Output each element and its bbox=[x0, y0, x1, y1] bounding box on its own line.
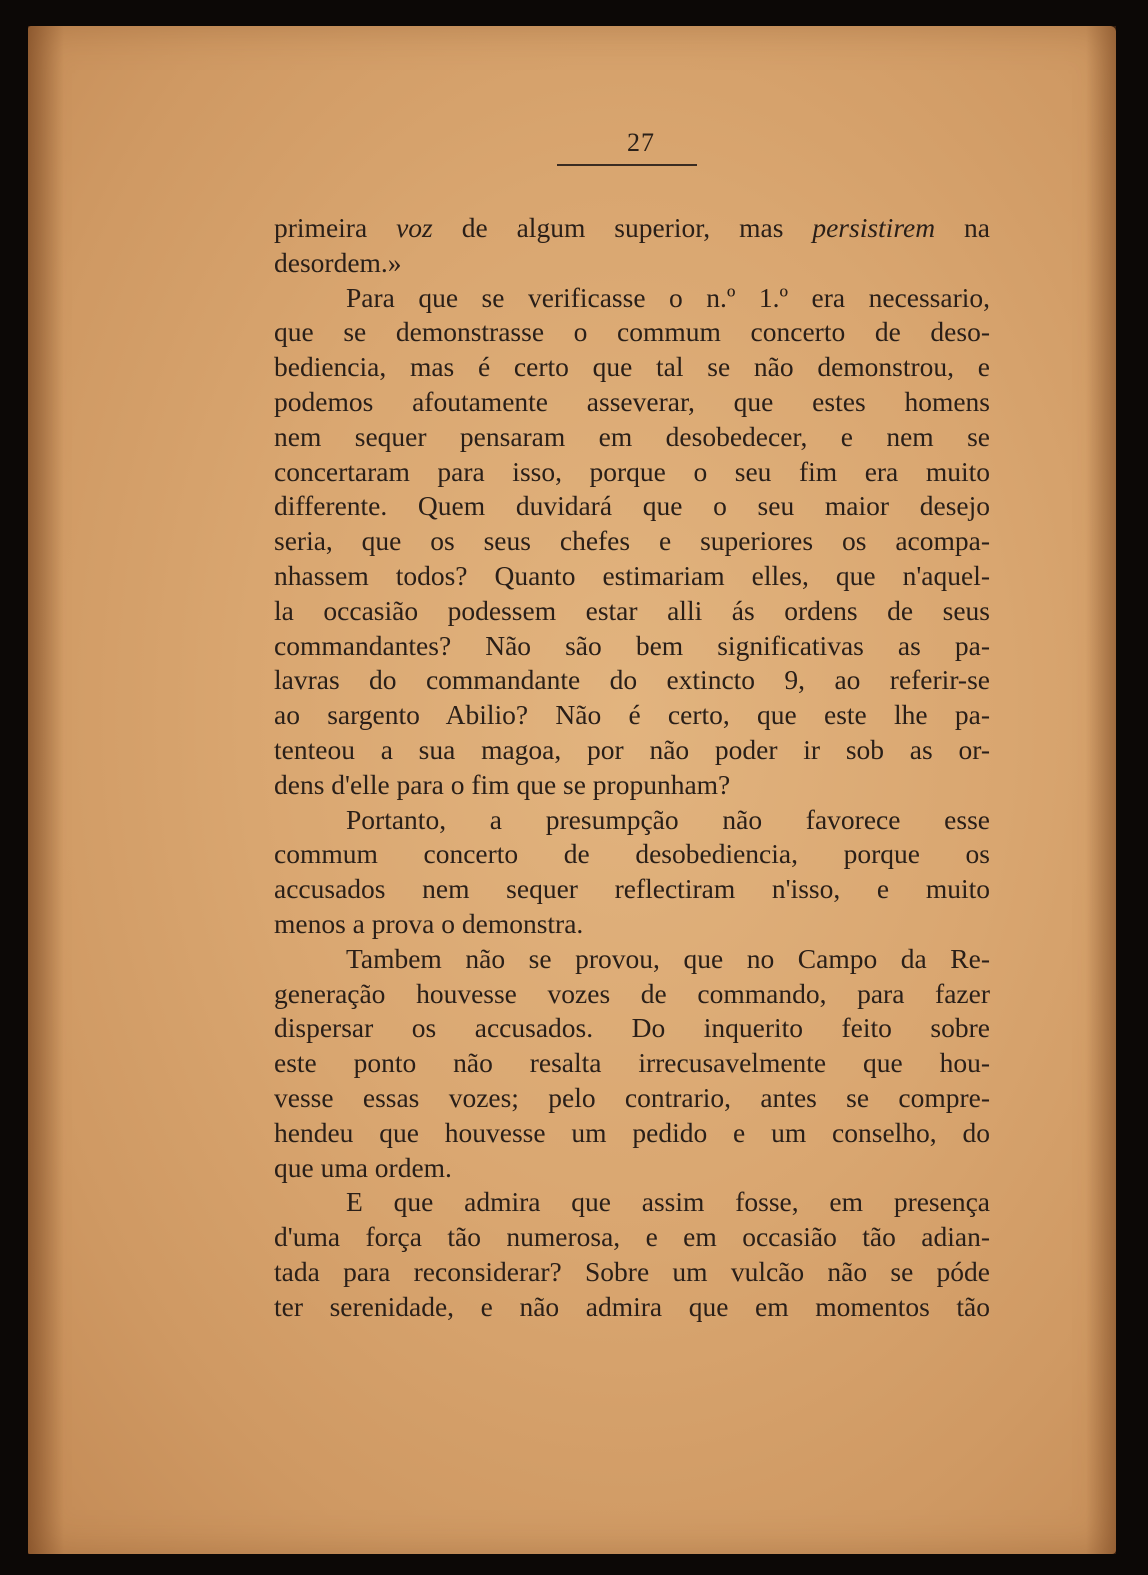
text-segment: Tambem não se provou, que no Campo da Re- bbox=[346, 942, 990, 974]
text-segment: nhassem todos? Quanto estimariam elles, que n'aquel- bbox=[274, 559, 990, 591]
text-segment: commandantes? Não são bem significativas as pa- bbox=[274, 629, 990, 661]
text-line bbox=[274, 1290, 990, 1325]
text-line bbox=[274, 211, 990, 246]
text-line bbox=[274, 524, 990, 559]
text-segment: dispersar os accusados. Do inquerito feito sobre bbox=[274, 1012, 990, 1044]
text-line bbox=[274, 768, 990, 803]
text-segment: dens d'elle para o fim que se propunham? bbox=[274, 768, 731, 800]
body-text bbox=[274, 211, 990, 1325]
text-segment: primeira bbox=[274, 212, 397, 243]
text-segment: generação houvesse vozes de commando, para fazer bbox=[274, 977, 990, 1009]
text-segment: podemos afoutamente asseverar, que estes homens bbox=[274, 385, 990, 417]
text-line bbox=[274, 1046, 990, 1081]
text-line bbox=[274, 907, 990, 942]
header-rule bbox=[557, 164, 697, 166]
text-line bbox=[274, 942, 990, 977]
text-segment: d'uma força tão numerosa, e em occasião tão adian- bbox=[274, 1221, 990, 1253]
paragraph bbox=[274, 211, 990, 281]
text-line bbox=[274, 594, 990, 629]
text-line bbox=[274, 489, 990, 524]
text-segment: de algum superior, mas bbox=[432, 212, 813, 243]
text-line bbox=[274, 663, 990, 698]
italic-word: persistirem bbox=[812, 212, 936, 243]
paragraph bbox=[274, 942, 990, 1186]
text-line bbox=[274, 350, 990, 385]
text-segment: desordem.» bbox=[274, 246, 402, 278]
page-number: 27 bbox=[627, 128, 655, 157]
text-segment: commum concerto de desobediencia, porque os bbox=[274, 838, 990, 870]
paragraph bbox=[274, 1185, 990, 1324]
text-segment: tenteou a sua magoa, por não poder ir sob as or- bbox=[274, 733, 990, 765]
text-segment: vesse essas vozes; pelo contrario, antes se compre- bbox=[274, 1081, 990, 1113]
text-line bbox=[274, 1255, 990, 1290]
text-segment: tada para reconsiderar? Sobre um vulcão não se póde bbox=[274, 1255, 990, 1287]
text-line bbox=[274, 1116, 990, 1151]
text-line bbox=[274, 1220, 990, 1255]
text-line bbox=[274, 1151, 990, 1186]
text-line bbox=[274, 872, 990, 907]
text-segment: na bbox=[935, 212, 990, 243]
text-line bbox=[274, 315, 990, 350]
paragraph bbox=[274, 281, 990, 803]
text-segment: accusados nem sequer reflectiram n'isso, e muito bbox=[274, 873, 990, 905]
paragraph bbox=[274, 803, 990, 942]
italic-word: voz bbox=[396, 212, 433, 243]
text-line bbox=[274, 629, 990, 664]
text-segment: Para que se verificasse o n.º 1.º era necessario, bbox=[346, 281, 990, 313]
text-line bbox=[274, 733, 990, 768]
text-segment: differente. Quem duvidará que o seu maior desejo bbox=[274, 490, 990, 522]
text-line bbox=[274, 698, 990, 733]
text-line bbox=[274, 977, 990, 1012]
text-segment: ao sargento Abilio? Não é certo, que este lhe pa- bbox=[274, 699, 990, 731]
text-line bbox=[274, 385, 990, 420]
text-line bbox=[274, 559, 990, 594]
text-segment: hendeu que houvesse um pedido e um conselho, do bbox=[274, 1116, 990, 1148]
text-segment: nem sequer pensaram em desobedecer, e nem se bbox=[274, 420, 990, 452]
text-segment: ter serenidade, e não admira que em momentos tão bbox=[274, 1290, 990, 1322]
text-segment: este ponto não resalta irrecusavelmente que hou- bbox=[274, 1047, 990, 1079]
text-line bbox=[274, 281, 990, 316]
text-line bbox=[274, 420, 990, 455]
text-line bbox=[274, 1011, 990, 1046]
text-segment: lavras do commandante do extincto 9, ao referir-se bbox=[274, 664, 990, 696]
text-segment: que uma ordem. bbox=[274, 1151, 452, 1183]
text-segment: menos a prova o demonstra. bbox=[274, 907, 584, 939]
text-segment: bediencia, mas é certo que tal se não demonstrou, e bbox=[274, 351, 990, 383]
text-line bbox=[274, 1185, 990, 1220]
text-line bbox=[274, 1081, 990, 1116]
text-line bbox=[274, 837, 990, 872]
text-segment: seria, que os seus chefes e superiores os acompa- bbox=[274, 525, 990, 557]
text-segment: Portanto, a presumpção não favorece esse bbox=[346, 803, 990, 835]
text-segment: E que admira que assim fosse, em presença bbox=[346, 1186, 990, 1218]
book-page bbox=[28, 26, 1116, 1554]
text-segment: la occasião podessem estar alli ás ordens de seus bbox=[274, 594, 990, 626]
text-segment: concertaram para isso, porque o seu fim era muito bbox=[274, 455, 990, 487]
text-line bbox=[274, 803, 990, 838]
text-line bbox=[274, 246, 990, 281]
text-line bbox=[274, 455, 990, 490]
text-segment: que se demonstrasse o commum concerto de deso- bbox=[274, 316, 990, 348]
